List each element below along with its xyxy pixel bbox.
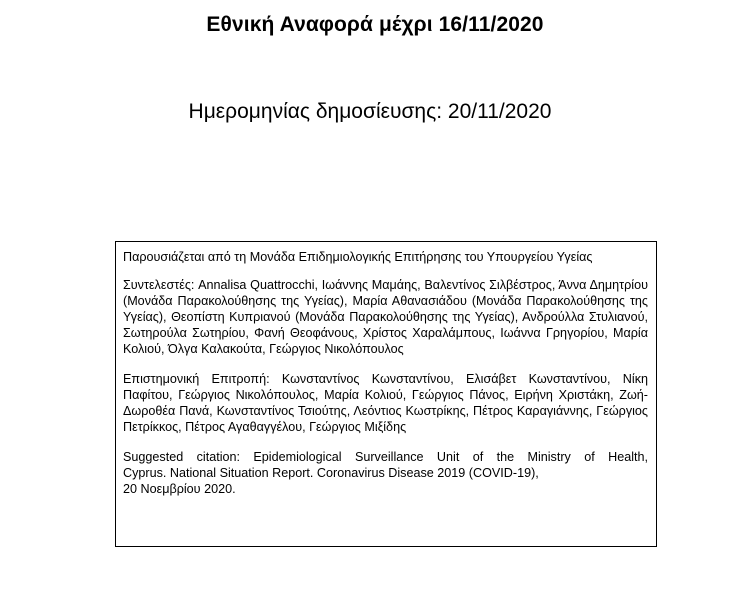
citation-line-2: Cyprus. National Situation Report. Coronavirus Disease 2019 (COVID-19), [123, 466, 539, 480]
scientific-committee-text: Επιστημονική Επιτροπή: Κωνσταντίνος Κωνσταντίνου, Ελισάβετ Κωνσταντίνου, Νίκη Παφίτου, Γεώργιος Νικολόπουλος, Μαρία Κολιού, Γεώργιος Πάνος, Ειρήνη Χριστάκη, Ζωή-Δωροθέα Πανά, Κωνσταντίνος Τσιούτης, Λεόντιος Κωστρίκης, Πέτρος Καραγιάννης, Γεώργιος Πετρίκκος, Πέτρος Αγαθαγγέλου, Γεώργιος Μιξίδης [123, 372, 648, 434]
report-info-box [115, 241, 657, 547]
citation-line-1: Suggested citation: Epidemiological Surveillance Unit of the Ministry of Health, [123, 450, 648, 464]
publication-date: Ημερομηνίας δημοσίευσης: 20/11/2020 [188, 100, 552, 123]
report-title: Εθνική Αναφορά μέχρι 16/11/2020 [206, 13, 544, 36]
suggested-citation [123, 449, 648, 497]
contributors-text: Συντελεστές: Annalisa Quattrocchi, Ιωάννης Μαμάης, Βαλεντίνος Σιλβέστρος, Άννα Δημητρίου (Μονάδα Παρακολούθησης της Υγείας), Μαρία Αθανασιάδου (Μονάδα Παρακολούθησης της Υγείας), Θεοπίστη Κυπριανού (Μονάδα Παρακολούθησης της Υγείας), Ανδρούλλα Στυλιανού, Σωτηρούλα Σωτηρίου, Φανή Θεοφάνους, Χρίστος Χαραλάμπους, Ιωάννα Γρηγορίου, Μαρία Κολιού, Όλγα Καλακούτα, Γεώργιος Νικολόπουλος [123, 278, 648, 356]
presented-by-text: Παρουσιάζεται από τη Μονάδα Επιδημιολογικής Επιτήρησης του Υπουργείου Υγείας [123, 250, 593, 264]
citation-line-3: 20 Νοεμβρίου 2020. [123, 482, 236, 496]
